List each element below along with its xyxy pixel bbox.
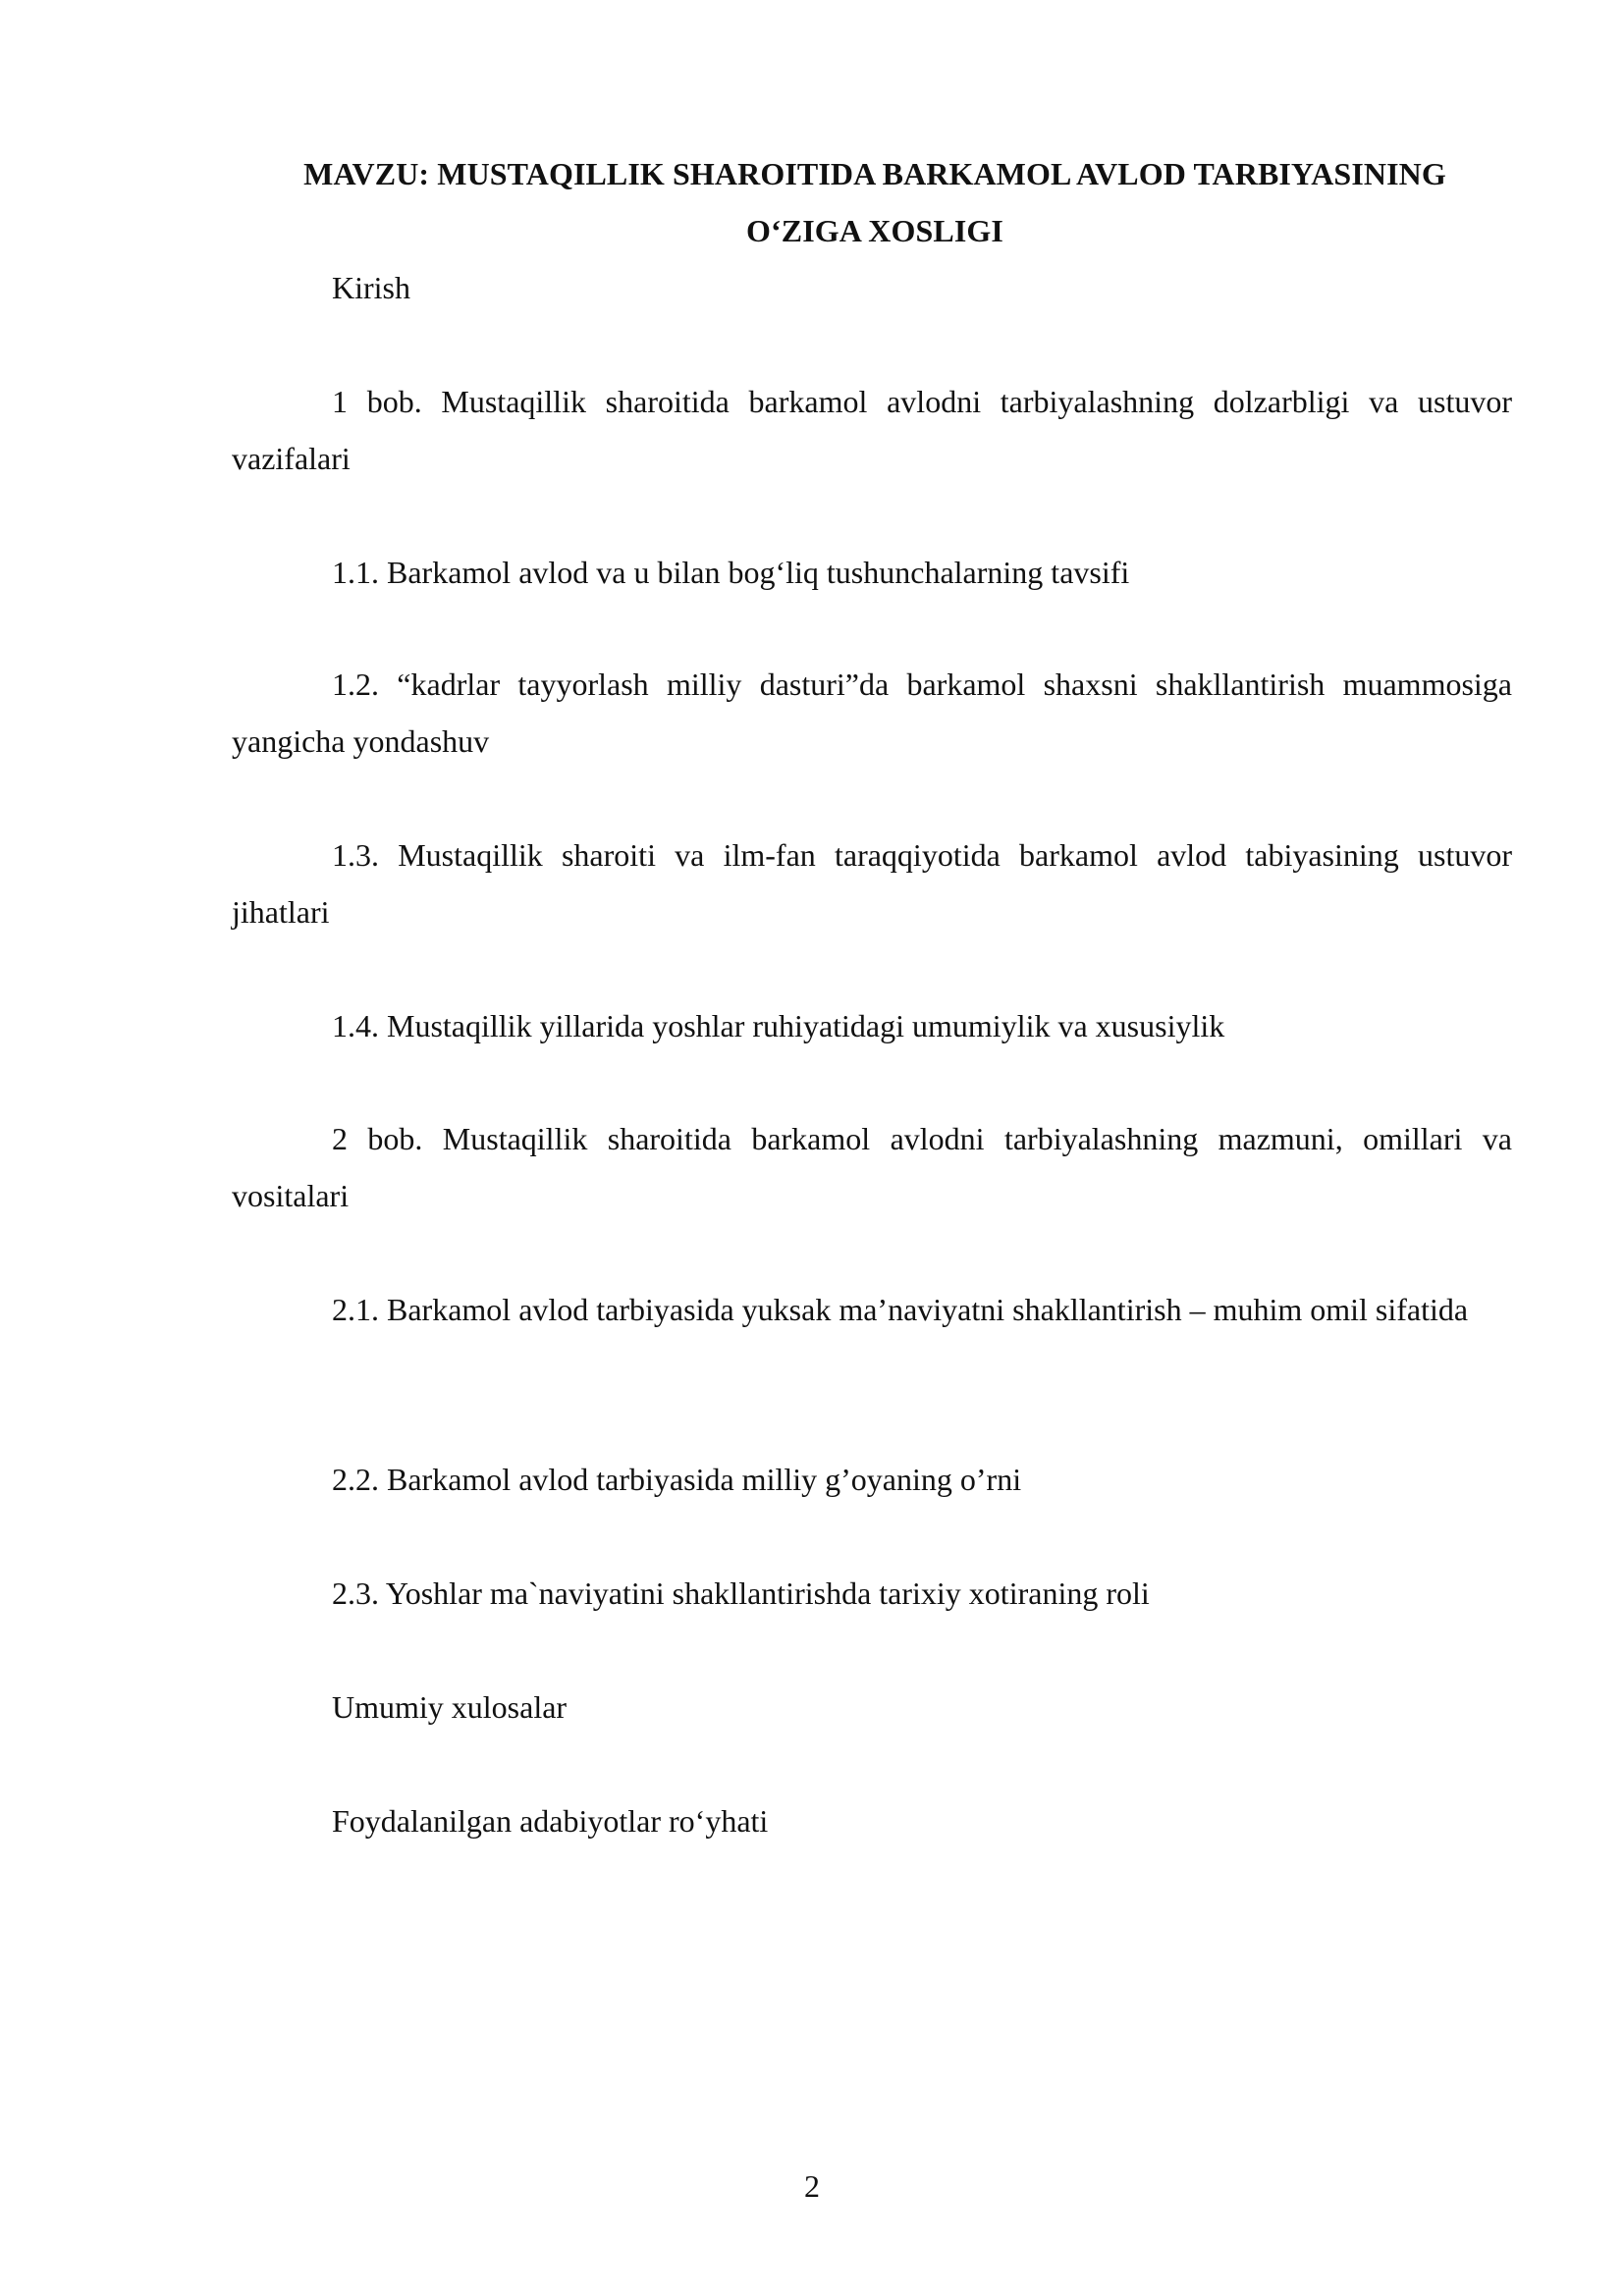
- toc-entry-2-3: 2.3. Yoshlar ma`naviyatini shakllantirishda tarixiy xotiraning roli: [332, 1575, 1150, 1611]
- toc-entry-conclusions: Umumiy xulosalar: [332, 1689, 568, 1725]
- page-number: 2: [804, 2168, 820, 2204]
- toc-entry-1-4: 1.4. Mustaqillik yillarida yoshlar ruhiyatidagi umumiylik va xususiylik: [332, 1008, 1225, 1043]
- toc-entry-1-2: 1.2. “kadrlar tayyorlash milliy dasturi”da barkamol shaxsni shakllantirish muammosiga yangicha yondashuv: [232, 667, 1512, 759]
- toc-entry-introduction: Kirish: [332, 270, 410, 305]
- toc-entry-chapter-1: 1 bob. Mustaqillik sharoitida barkamol avlodni tarbiyalashning dolzarbligi va ustuvor vazifalari: [232, 384, 1512, 476]
- document-title-line-1: MAVZU: MUSTAQILLIK SHAROITIDA BARKAMOL AVLOD TARBIYASINING: [303, 156, 1446, 191]
- document-title-line-2: O‘ZIGA XOSLIGI: [746, 213, 1003, 248]
- toc-entry-chapter-2: 2 bob. Mustaqillik sharoitida barkamol avlodni tarbiyalashning mazmuni, omillari va vositalari: [232, 1121, 1512, 1213]
- toc-entry-2-1: 2.1. Barkamol avlod tarbiyasida yuksak ma’naviyatni shakllantirish – muhim omil sifatida: [332, 1292, 1469, 1327]
- toc-entry-1-1: 1.1. Barkamol avlod va u bilan bog‘liq tushunchalarning tavsifi: [332, 555, 1130, 590]
- toc-entry-references: Foydalanilgan adabiyotlar ro‘yhati: [332, 1803, 769, 1839]
- toc-entry-2-2: 2.2. Barkamol avlod tarbiyasida milliy g’oyaning o’rni: [332, 1462, 1022, 1497]
- toc-entry-1-3: 1.3. Mustaqillik sharoiti va ilm-fan taraqqiyotida barkamol avlod tabiyasining ustuvor jihatlari: [232, 837, 1512, 930]
